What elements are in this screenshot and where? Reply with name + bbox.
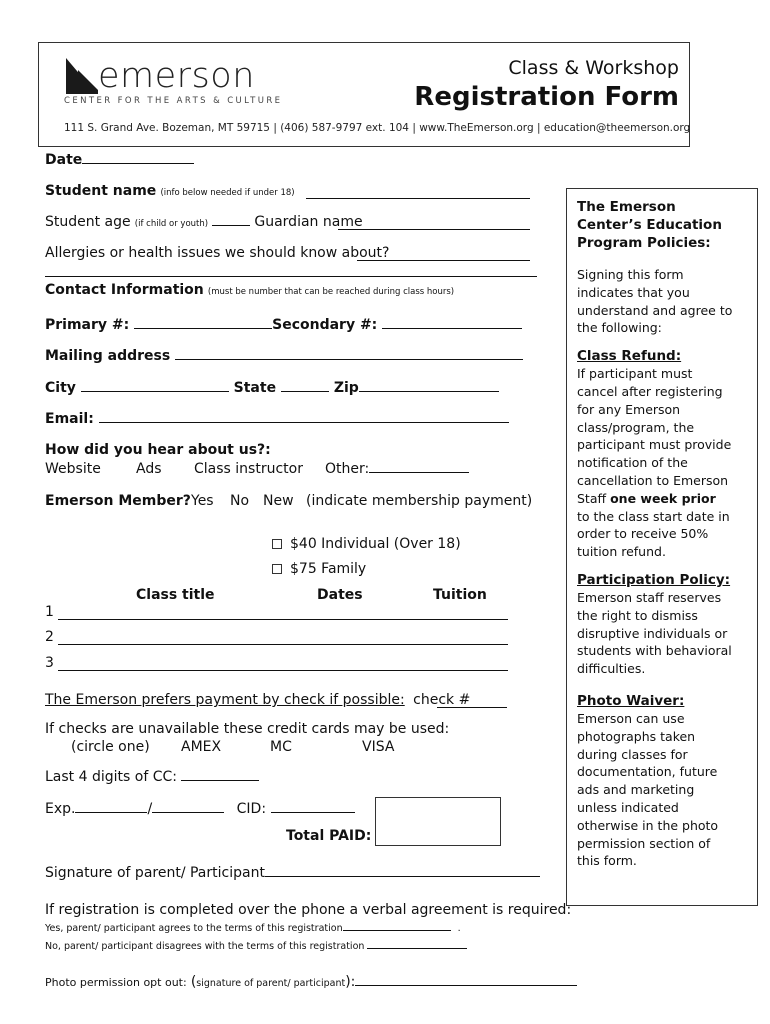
signature-field[interactable] bbox=[45, 865, 540, 881]
checkbox-icon[interactable] bbox=[272, 564, 282, 574]
photo-waiver-text bbox=[577, 710, 747, 870]
refund-line: participant must provide bbox=[577, 437, 732, 453]
membership-family-option[interactable] bbox=[272, 561, 366, 577]
photo-line: documentation, future bbox=[577, 764, 718, 780]
payment-preference bbox=[45, 692, 470, 708]
member-label: Emerson Member? bbox=[45, 493, 191, 509]
date-label: Date bbox=[45, 152, 83, 168]
section-divider bbox=[45, 276, 537, 277]
disagree-label: No, parent/ participant disagrees with the terms of this registration bbox=[45, 941, 365, 952]
total-paid-box[interactable] bbox=[375, 797, 501, 846]
participation-line: the right to dismiss bbox=[577, 607, 698, 623]
form-title: Registration Form bbox=[414, 82, 679, 112]
contact-info-heading bbox=[45, 282, 454, 298]
photo-line: permission section of bbox=[577, 835, 711, 851]
card-amex-option[interactable]: AMEX bbox=[181, 739, 222, 755]
allergies-label: Allergies or health issues we should know about? bbox=[45, 245, 390, 261]
student-name-note: (info below needed if under 18) bbox=[160, 188, 295, 198]
zip-label: Zip bbox=[333, 380, 359, 396]
student-name-field[interactable] bbox=[45, 183, 295, 199]
student-age-field[interactable] bbox=[45, 214, 363, 230]
check-number-line[interactable] bbox=[437, 707, 507, 708]
guardian-name-label: Guardian name bbox=[254, 214, 363, 230]
disagree-line[interactable] bbox=[45, 940, 467, 952]
last4-label: Last 4 digits of CC: bbox=[45, 769, 177, 785]
participation-line: students with behavioral bbox=[577, 643, 732, 659]
member-option-new[interactable]: New bbox=[263, 493, 294, 509]
refund-line: cancel after registering bbox=[577, 383, 723, 399]
circle-one-note: (circle one) bbox=[71, 739, 150, 755]
logo-subtitle: CENTER FOR THE ARTS & CULTURE bbox=[64, 96, 283, 106]
card-visa-option[interactable]: VISA bbox=[362, 739, 395, 755]
class-row-line[interactable] bbox=[58, 644, 508, 645]
photo-line: this form. bbox=[577, 853, 637, 869]
photo-line: ads and marketing bbox=[577, 782, 695, 798]
allergies-line[interactable] bbox=[357, 260, 530, 261]
contact-info-note: (must be number that can be reached during class hours) bbox=[207, 287, 455, 297]
student-name-label: Student name bbox=[45, 183, 157, 199]
city-label: City bbox=[45, 380, 76, 396]
photo-line: unless indicated bbox=[577, 799, 679, 815]
photo-optout-paren-close: ): bbox=[345, 974, 356, 990]
hear-option-website[interactable]: Website bbox=[45, 461, 101, 477]
other-label: Other: bbox=[325, 461, 370, 477]
member-option-no[interactable]: No bbox=[230, 493, 250, 509]
exp-cid-field[interactable] bbox=[45, 801, 355, 817]
sidebar-intro-line: the following: bbox=[577, 320, 662, 336]
hear-option-other[interactable] bbox=[325, 461, 469, 477]
hear-about-label: How did you hear about us?: bbox=[45, 442, 271, 458]
date-field[interactable] bbox=[45, 152, 194, 168]
participation-line: difficulties. bbox=[577, 661, 646, 677]
sidebar-title bbox=[577, 198, 747, 252]
refund-text bbox=[577, 365, 747, 561]
last4-field[interactable] bbox=[45, 769, 259, 785]
refund-line: order to receive 50% bbox=[577, 526, 709, 542]
refund-staff: Staff bbox=[577, 490, 607, 506]
class-row-number: 2 bbox=[45, 629, 54, 645]
sidebar-title-line: The Emerson bbox=[577, 199, 676, 215]
sidebar-title-line: Center’s Education bbox=[577, 217, 722, 233]
class-row-number: 1 bbox=[45, 604, 54, 620]
member-question bbox=[45, 493, 191, 509]
agree-label: Yes, parent/ participant agrees to the terms of this registration bbox=[45, 923, 343, 934]
form-kicker: Class & Workshop bbox=[508, 57, 679, 79]
exp-slash: / bbox=[147, 801, 153, 817]
tuition-header: Tuition bbox=[433, 587, 487, 603]
prefers-check-text: The Emerson prefers payment by check if possible: bbox=[45, 692, 405, 708]
guardian-name-line[interactable] bbox=[338, 229, 530, 230]
policies-sidebar bbox=[566, 188, 758, 906]
agree-line[interactable] bbox=[45, 922, 461, 934]
phone-agreement-note: If registration is completed over the phone a verbal agreement is required: bbox=[45, 902, 572, 918]
membership-individual-label: $40 Individual (Over 18) bbox=[290, 536, 461, 552]
sidebar-title-line: Program Policies: bbox=[577, 235, 711, 251]
membership-individual-option[interactable] bbox=[272, 536, 461, 552]
photo-line: Emerson can use bbox=[577, 710, 685, 726]
checkbox-icon[interactable] bbox=[272, 539, 282, 549]
student-name-line[interactable] bbox=[306, 198, 530, 199]
class-row-line[interactable] bbox=[58, 619, 508, 620]
primary-phone-field[interactable] bbox=[45, 317, 522, 333]
refund-line: class/program, the bbox=[577, 419, 695, 435]
refund-deadline: one week prior bbox=[610, 490, 716, 506]
city-state-zip-field[interactable] bbox=[45, 380, 499, 396]
refund-line: notification of the bbox=[577, 455, 688, 471]
refund-line: to the class start date in bbox=[577, 508, 730, 524]
class-row-number: 3 bbox=[45, 655, 54, 671]
mailing-label: Mailing address bbox=[45, 348, 171, 364]
exp-label: Exp. bbox=[45, 801, 76, 817]
refund-line: cancellation to Emerson bbox=[577, 472, 729, 488]
sidebar-intro-line: Signing this form bbox=[577, 267, 684, 282]
mailing-address-field[interactable] bbox=[45, 348, 523, 364]
class-title-header: Class title bbox=[136, 587, 215, 603]
photo-line: otherwise in the photo bbox=[577, 817, 719, 833]
refund-line: for any Emerson bbox=[577, 401, 681, 417]
sidebar-intro bbox=[577, 266, 747, 337]
hear-option-instructor[interactable]: Class instructor bbox=[194, 461, 303, 477]
member-payment-note: (indicate membership payment) bbox=[306, 493, 533, 509]
sidebar-intro-line: understand and agree to bbox=[577, 302, 733, 318]
sidebar-intro-line: indicates that you bbox=[577, 284, 690, 300]
total-paid-label: Total PAID: bbox=[286, 828, 372, 844]
refund-heading: Class Refund: bbox=[577, 348, 682, 365]
photo-optout-label: Photo permission opt out: bbox=[45, 976, 187, 989]
secondary-label: Secondary #: bbox=[272, 317, 378, 333]
participation-heading: Participation Policy: bbox=[577, 571, 731, 588]
state-label: State bbox=[233, 380, 277, 396]
participation-line: disruptive individuals or bbox=[577, 625, 728, 641]
dates-header: Dates bbox=[317, 587, 363, 603]
email-label: Email: bbox=[45, 411, 94, 427]
member-option-yes[interactable]: Yes bbox=[191, 493, 214, 509]
participation-text bbox=[577, 589, 747, 678]
photo-waiver-heading: Photo Waiver: bbox=[577, 692, 685, 709]
email-field[interactable] bbox=[45, 411, 509, 427]
cards-line: If checks are unavailable these credit cards may be used: bbox=[45, 721, 450, 737]
card-mc-option[interactable]: MC bbox=[270, 739, 292, 755]
class-row-line[interactable] bbox=[58, 670, 508, 671]
logo-wordmark: emerson bbox=[98, 56, 255, 96]
photo-optout-paren-open: ( bbox=[190, 974, 197, 990]
signature-label: Signature of parent/ Participant bbox=[45, 865, 265, 881]
student-age-label: Student age bbox=[45, 214, 131, 230]
refund-line: tuition refund. bbox=[577, 544, 666, 560]
refund-line: If participant must bbox=[577, 366, 693, 382]
membership-family-label: $75 Family bbox=[290, 561, 367, 577]
contact-info-label: Contact Information bbox=[45, 282, 204, 298]
participation-line: Emerson staff reserves bbox=[577, 589, 722, 605]
contact-address: 111 S. Grand Ave. Bozeman, MT 59715 | (406) 587-9797 ext. 104 | www.TheEmerson.org | education@theemerson.org bbox=[64, 122, 691, 134]
hear-option-ads[interactable]: Ads bbox=[136, 461, 162, 477]
check-number-label: check # bbox=[413, 692, 471, 708]
primary-label: Primary #: bbox=[45, 317, 130, 333]
photo-optout-field[interactable] bbox=[45, 974, 577, 990]
agree-period: . bbox=[457, 923, 461, 934]
photo-line: photographs taken bbox=[577, 728, 696, 744]
student-age-note: (if child or youth) bbox=[134, 219, 209, 229]
cid-label: CID: bbox=[236, 801, 267, 817]
photo-line: during classes for bbox=[577, 746, 688, 762]
photo-optout-note: signature of parent/ participant bbox=[196, 978, 346, 989]
